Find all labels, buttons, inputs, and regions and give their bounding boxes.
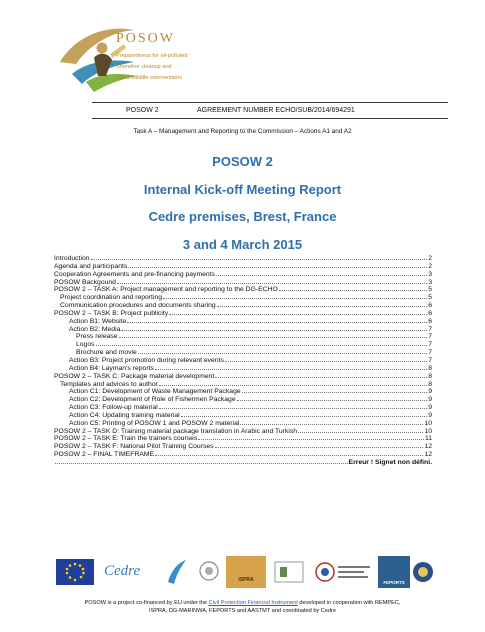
toc-entry-title: Action B2: Media (69, 325, 121, 333)
toc-leader-dots (128, 267, 427, 268)
toc-entry-page: 7 (428, 333, 432, 341)
toc-leader-dots (298, 432, 423, 433)
toc-entry-title: POSOW 2 – TASK B: Project publicity (54, 309, 169, 317)
logo-tagline-1: Preparedness for oil-polluted (116, 53, 188, 59)
ispra-logo (226, 556, 266, 588)
toc-entry-page: 12 (424, 451, 432, 459)
toc-entry[interactable] (54, 412, 432, 420)
header-rule-bottom (92, 118, 448, 119)
toc-leader-dots (117, 283, 427, 284)
footer-logos (56, 556, 434, 590)
toc-leader-dots (217, 306, 428, 307)
toc-entry[interactable] (54, 263, 432, 271)
toc-entry-title: POSOW Backgound (54, 278, 116, 286)
toc-entry-title: Action C2: Development of Role of Fishermen Package (69, 396, 236, 404)
toc-entry-page: 9 (428, 404, 432, 412)
toc-entry-page: 6 (428, 309, 432, 317)
toc-entry-page: 8 (428, 380, 432, 388)
toc-entry[interactable] (54, 279, 432, 287)
logo-tagline-3: Oiled Wildlife interventions (116, 75, 182, 81)
toc-entry-title: Agenda and participants (54, 262, 128, 270)
toc-leader-dots (279, 290, 427, 291)
toc-entry-title: Logos (76, 341, 95, 349)
toc-leader-dots (138, 353, 427, 354)
toc-entry[interactable] (54, 294, 432, 302)
marine-authority-logo-icon (314, 556, 374, 588)
toc-entry-title: Action B4: Layman’s reports (69, 364, 154, 372)
toc-error-text: Erreur ! Signet non défini. (348, 458, 432, 466)
toc-entry[interactable] (54, 435, 432, 443)
toc-entry-title: Templates and advices to author (60, 380, 158, 388)
toc-entry[interactable] (54, 302, 432, 310)
toc-entry-title: Brochure and movie (76, 349, 137, 357)
toc-entry-page: 9 (428, 396, 432, 404)
toc-entry[interactable] (54, 333, 432, 341)
emblem-logo-icon (198, 556, 220, 588)
toc-entry-page: 2 (428, 255, 432, 262)
header-agreement: AGREEMENT NUMBER ECHO/SUB/2014/694291 (197, 107, 355, 114)
toc-entry-title: Action B3: Project promotion during relevant events (69, 356, 224, 364)
toc-leader-dots (216, 275, 427, 276)
toc-entry-page: 8 (428, 364, 432, 372)
toc-entry[interactable] (54, 443, 432, 451)
title-report: Internal Kick-off Meeting Report (143, 181, 342, 197)
toc-entry[interactable] (54, 326, 432, 334)
title-date: 3 and 4 March 2015 (182, 236, 303, 252)
aastmt-logo-icon (411, 556, 435, 588)
toc-entry[interactable] (54, 286, 432, 294)
toc-entry-page: 3 (428, 270, 432, 278)
toc-leader-dots (225, 361, 427, 362)
toc-leader-dots (159, 385, 427, 386)
toc-entry-title: Introduction (54, 255, 90, 262)
toc-error-entry (54, 459, 432, 467)
toc-entry-page: 7 (428, 325, 432, 333)
toc-entry-page: 10 (424, 419, 432, 427)
toc-entry-page: 7 (428, 341, 432, 349)
cedre-logo (104, 556, 154, 588)
toc-entry[interactable] (54, 271, 432, 279)
toc-entry-page: 8 (428, 372, 432, 380)
logo-title: POSOW (116, 31, 176, 46)
toc-entry-page: 12 (424, 443, 432, 451)
toc-leader-dots (119, 337, 428, 338)
toc-entry-title: Action C1: Development of Waste Management Package (69, 388, 241, 396)
toc-entry-title: Project coordination and reporting (60, 294, 163, 302)
toc-leader-dots (127, 322, 427, 323)
toc-entry-title: POSOW 2 – TASK F: National Pilot Training Courses (54, 443, 214, 451)
feports-logo (378, 556, 410, 588)
toc-entry[interactable] (54, 388, 432, 396)
toc-entry[interactable] (54, 341, 432, 349)
toc-leader-dots (242, 392, 428, 393)
toc-leader-dots (237, 400, 428, 401)
toc-leader-dots (198, 439, 424, 440)
toc-entry-page: 10 (424, 427, 432, 435)
toc-entry-page: 6 (428, 317, 432, 325)
header-project: POSOW 2 (126, 107, 159, 114)
feports-logo-text: FEPORTS (383, 580, 405, 585)
toc-entry-title: Press release (76, 333, 118, 341)
table-of-contents (54, 255, 432, 467)
toc-entry-page: 5 (428, 294, 432, 302)
toc-entry[interactable] (54, 420, 432, 428)
cedre-logo-text: Cedre (104, 563, 141, 579)
toc-leader-dots (163, 298, 427, 299)
toc-entry[interactable] (54, 318, 432, 326)
toc-leader-dots (155, 369, 427, 370)
toc-leader-dots (121, 330, 427, 331)
footer-note-after: developed in cooperation with REMPEC, (297, 600, 401, 606)
toc-leader-dots (215, 377, 427, 378)
toc-entry-title: Action C3: Follow-up material (69, 404, 158, 412)
title-project: POSOW 2 (212, 154, 273, 169)
title-location: Cedre premises, Brest, France (148, 209, 337, 224)
toc-entry[interactable] (54, 365, 432, 373)
footer-note (0, 599, 485, 615)
eu-flag-icon (56, 556, 94, 588)
toc-leader-dots (155, 455, 423, 456)
toc-entry-page: 3 (428, 278, 432, 286)
toc-leader-dots (159, 408, 427, 409)
task-line: Task A – Management and Reporting to the Commission – Actions A1 and A2 (133, 128, 352, 135)
toc-entry[interactable] (54, 428, 432, 436)
toc-entry-title: Action C5: Printing of POSOW 1 and POSOW 2 material (69, 419, 240, 427)
toc-entry[interactable] (54, 404, 432, 412)
toc-entry[interactable] (54, 381, 432, 389)
toc-entry-page: 6 (428, 302, 432, 310)
ministry-logo-icon (272, 556, 306, 588)
toc-leader-dots (91, 259, 428, 260)
footer-note-line2: ISPRA, DG-MARINWA, FEPORTS and AASTMT and coordinated by Cedre (148, 608, 337, 614)
toc-entry-page: 9 (428, 411, 432, 419)
toc-entry-title: POSOW 2 – TASK E: Train the trainers courses (54, 435, 198, 443)
toc-leader-dots (55, 463, 348, 464)
toc-leader-dots (215, 447, 424, 448)
toc-entry-title: Cooperation Agreements and pre-financing payments (54, 270, 215, 278)
header-rule-top (92, 102, 448, 103)
footer-note-before: POSOW is a project co-financed by EU under the (84, 600, 209, 606)
toc-entry-title: POSOW 2 – FINAL TIMEFRAME (54, 451, 155, 459)
toc-entry[interactable] (54, 357, 432, 365)
ispra-logo-text: ISPRA (238, 577, 254, 583)
toc-entry-page: 11 (424, 435, 432, 443)
toc-entry-title: POSOW 2 – TASK D: Training material package translation in Arabic and Turkish (54, 427, 298, 435)
toc-entry[interactable] (54, 310, 432, 318)
toc-entry-title: Action B1: Website (69, 317, 127, 325)
toc-leader-dots (181, 416, 428, 417)
toc-entry[interactable] (54, 396, 432, 404)
toc-entry-page: 7 (428, 356, 432, 364)
toc-entry-page: 5 (428, 286, 432, 294)
toc-entry[interactable] (54, 349, 432, 357)
toc-entry[interactable] (54, 451, 432, 459)
toc-entry-title: Action C4: Updating training material (69, 411, 180, 419)
swoosh-logo-icon (164, 556, 188, 588)
civil-protection-link[interactable]: Civil Protection Financial Instrument (208, 600, 298, 606)
toc-leader-dots (169, 314, 427, 315)
toc-entry-title: POSOW 2 – TASK C: Package material development (54, 372, 215, 380)
toc-entry[interactable] (54, 373, 432, 381)
toc-entry-page: 7 (428, 349, 432, 357)
toc-entry[interactable] (54, 255, 432, 263)
toc-entry-title: POSOW 2 – TASK A: Project management and reporting to the DG-ECHO (54, 286, 278, 294)
toc-leader-dots (96, 345, 428, 346)
logo-tagline-2: Shoreline cleanup and (116, 64, 172, 70)
toc-entry-page: 9 (428, 388, 432, 396)
toc-entry-title: Communication procedures and documents sharing (60, 302, 216, 310)
toc-leader-dots (240, 424, 423, 425)
title-block (0, 148, 485, 258)
toc-entry-page: 2 (428, 262, 432, 270)
